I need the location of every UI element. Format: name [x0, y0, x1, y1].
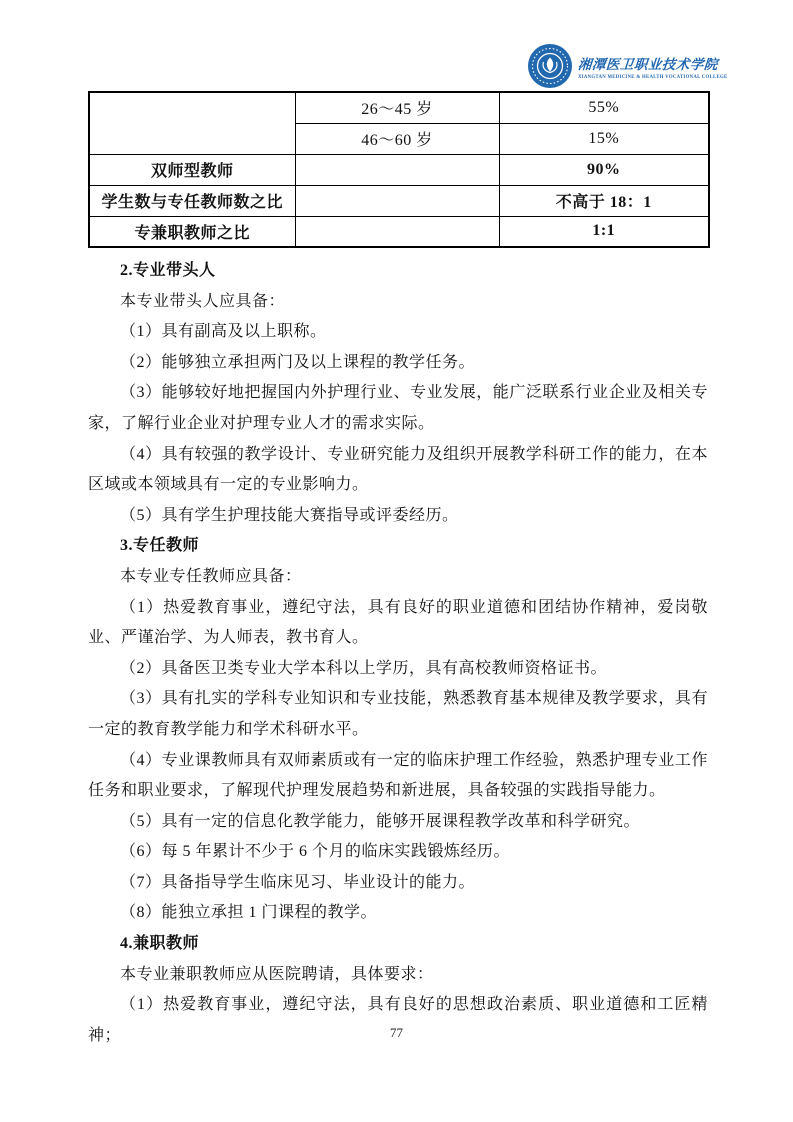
table-row: [89, 185, 709, 216]
college-emblem-icon: [527, 43, 573, 89]
paragraph: （2）具备医卫类专业大学本科以上学历，具有高校教师资格证书。: [120, 659, 608, 677]
table-cell-merged-empty: [89, 92, 295, 154]
table-cell-value: 90%: [499, 154, 709, 185]
table-cell-value: 不高于 18：1: [499, 185, 709, 216]
paragraph: 本专业专任教师应具备：: [120, 567, 302, 585]
college-name-cn: 湘潭医卫职业技术学院: [577, 56, 719, 72]
college-logo: [527, 43, 727, 89]
paragraph: （3）具有扎实的学科专业知识和专业技能，熟悉教育基本规律及教学要求，具有一定的教育教学能力和学术科研水平。: [88, 690, 708, 738]
document-body: [88, 256, 708, 1051]
table-cell-label: 双师型教师: [89, 154, 295, 185]
table-cell-age-range: 26～45 岁: [295, 92, 499, 123]
faculty-requirements-table: [88, 91, 710, 248]
paragraph: （5）具有学生护理技能大赛指导或评委经历。: [120, 506, 459, 524]
paragraph: （4）具有较强的教学设计、专业研究能力及组织开展教学科研工作的能力，在本区域或本领域具有一定的专业影响力。: [88, 445, 708, 494]
table-row: [89, 216, 709, 247]
paragraph: （1）热爱教育事业，遵纪守法，具有良好的职业道德和团结协作精神，爱岗敬业、严谨治学、为人师表，教书育人。: [88, 598, 708, 647]
paragraph: 本专业兼职教师应从医院聘请，具体要求：: [120, 965, 434, 983]
paragraph: （6）每 5 年累计不少于 6 个月的临床实践锻炼经历。: [120, 843, 511, 861]
table-cell-empty: [295, 216, 499, 247]
table-cell-value: 1:1: [499, 216, 709, 247]
paragraph: （7）具备指导学生临床见习、毕业设计的能力。: [120, 873, 476, 891]
page-number: 77: [390, 1025, 403, 1040]
paragraph: （3）能够较好地把握国内外护理行业、专业发展，能广泛联系行业企业及相关专家，了解行业企业对护理专业人才的需求实际。: [88, 384, 708, 432]
section-heading: 4.兼职教师: [120, 935, 200, 953]
paragraph: （5）具有一定的信息化教学能力，能够开展课程教学改革和科学研究。: [120, 812, 641, 830]
table-cell-label: 专兼职教师之比: [89, 216, 295, 247]
table-cell-empty: [295, 154, 499, 185]
section-heading: 2.专业带头人: [120, 262, 216, 279]
paragraph: （8）能独立承担 1 门课程的教学。: [120, 904, 378, 922]
table-cell-percentage: 55%: [499, 92, 709, 123]
table-cell-empty: [295, 185, 499, 216]
paragraph: （4）专业课教师具有双师素质或有一定的临床护理工作经验，熟悉护理专业工作任务和职业要求，了解现代护理发展趋势和新进展，具备较强的实践指导能力。: [88, 751, 708, 800]
table-row: [89, 92, 709, 123]
paragraph: 本专业带头人应具备：: [120, 292, 286, 310]
table-cell-percentage: 15%: [499, 123, 709, 154]
paragraph: （2）能够独立承担两门及以上课程的教学任务。: [120, 353, 476, 371]
paragraph: （1）具有副高及以上职称。: [120, 323, 327, 341]
table-row: [89, 154, 709, 185]
table-cell-age-range: 46～60 岁: [295, 123, 499, 154]
section-heading: 3.专任教师: [120, 537, 200, 555]
college-name-block: [578, 53, 727, 80]
college-name-en: XIANGTAN MEDICINE & HEALTH VOCATIONAL COLLEGE: [578, 74, 728, 80]
table-cell-label: 学生数与专任教师数之比: [89, 185, 295, 216]
paragraph: （1）热爱教育事业，遵纪守法，具有良好的思想政治素质、职业道德和工匠精神；: [88, 996, 708, 1044]
